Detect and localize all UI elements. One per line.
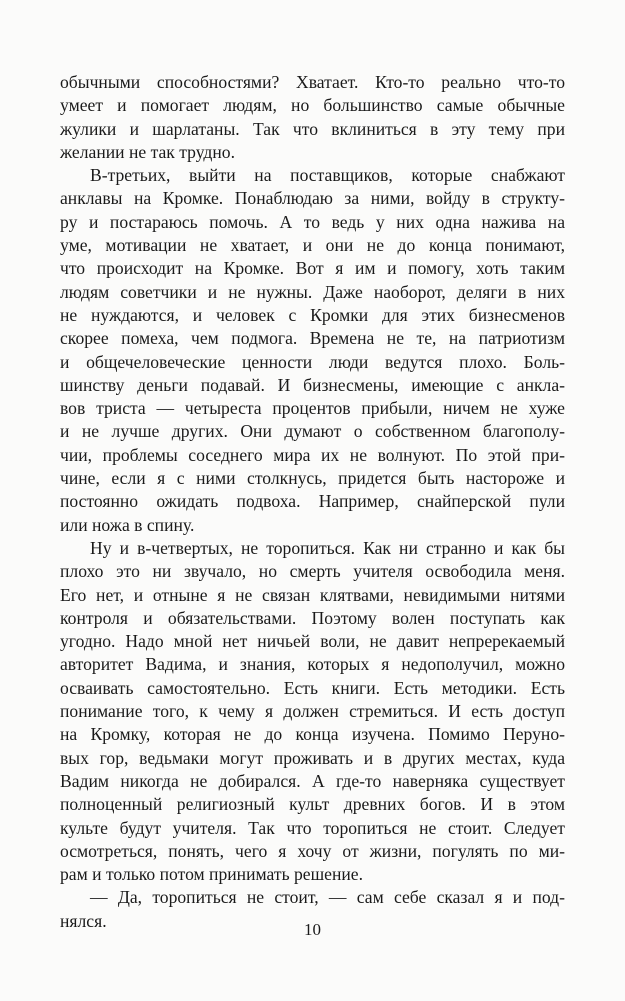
text-line: Ну и в-четвертых, не торопиться. Как ни странно и как бы — [90, 537, 565, 558]
text-line: и общечеловеческие ценности люди ведутся плохо. Боль- — [60, 351, 565, 372]
text-line: полноценный религиозный культ древних богов. И в этом — [60, 794, 565, 815]
text-line: желании не так трудно. — [60, 141, 235, 162]
text-line: обычными способностями? Хватает. Кто-то реально что-то — [60, 72, 565, 92]
text-line: шинству деньги подавай. И бизнесмены, имеющие с анкла- — [60, 374, 565, 395]
paragraph — [60, 537, 565, 886]
text-line: или ножа в спину. — [60, 514, 195, 535]
text-line: на Кромку, которая не до конца изучена. Помимо Перуно- — [60, 724, 565, 745]
text-line: нялся. — [60, 910, 107, 931]
text-line: и не лучше других. Они думают о собственном благополу- — [60, 421, 565, 442]
text-line: — Да, торопиться не стоит, — сам себе сказал я и под- — [90, 887, 565, 908]
text-line: осваивать самостоятельно. Есть книги. Есть методики. Есть — [60, 677, 565, 698]
paragraph — [60, 71, 565, 164]
text-line: умеет и помогает людям, но большинство самые обычные — [60, 95, 565, 116]
text-line: людям советчики и не нужны. Даже наоборот, деляги в них — [60, 281, 565, 302]
text-line: анклавы на Кромке. Понаблюдаю за ними, войду в структу- — [60, 188, 565, 209]
text-line: чине, если я с ними столкнусь, придется быть настороже и — [60, 468, 565, 489]
text-line: контроля и обязательствами. Поэтому волен поступать как — [60, 607, 565, 628]
text-line: осмотреться, понять, чего я хочу от жизни, погулять по ми- — [60, 840, 565, 861]
paragraph — [60, 164, 565, 537]
text-line: постоянно ожидать подвоха. Например, снайперской пули — [60, 491, 565, 512]
text-line: уме, мотивации не хватает, и они не до конца понимают, — [60, 235, 565, 256]
text-line: понимание того, к чему я должен стремиться. И есть доступ — [60, 701, 565, 722]
text-line: что происходит на Кромке. Вот я им и помогу, хоть таким — [60, 258, 565, 279]
text-line: чии, проблемы соседнего мира их не волнуют. По этой при- — [60, 444, 565, 465]
page-number: 10 — [304, 920, 321, 939]
text-line: Его нет, и отныне я не связан клятвами, невидимыми нитями — [60, 584, 565, 605]
text-line: жулики и шарлатаны. Так что вклиниться в эту тему при — [60, 118, 565, 139]
text-line: культе будут учителя. Так что торопиться не стоит. Следует — [60, 817, 565, 838]
text-line: угодно. Надо мной нет ничьей воли, не давит непререкаемый — [60, 631, 565, 652]
text-line: Вадим никогда не добирался. А где-то наверняка существует — [60, 770, 565, 791]
text-line: не нуждаются, и человек с Кромки для этих бизнесменов — [60, 304, 565, 325]
text-line: вов триста — четыреста процентов прибыли, ничем не хуже — [60, 398, 565, 419]
text-line: вых гор, ведьмаки могут проживать и в других местах, куда — [60, 747, 565, 768]
body-text — [60, 71, 565, 933]
text-line: ру и постараюсь помочь. А то ведь у них одна нажива на — [60, 211, 565, 232]
text-line: рам и только потом принимать решение. — [60, 864, 363, 885]
text-line: В-третьих, выйти на поставщиков, которые снабжают — [90, 165, 565, 186]
text-line: авторитет Вадима, и знания, которых я недополучил, можно — [60, 654, 565, 675]
text-line: скорее помеха, чем подмога. Времена не те, на патриотизм — [60, 328, 565, 349]
text-line: плохо это ни звучало, но смерть учителя освободила меня. — [60, 561, 565, 582]
